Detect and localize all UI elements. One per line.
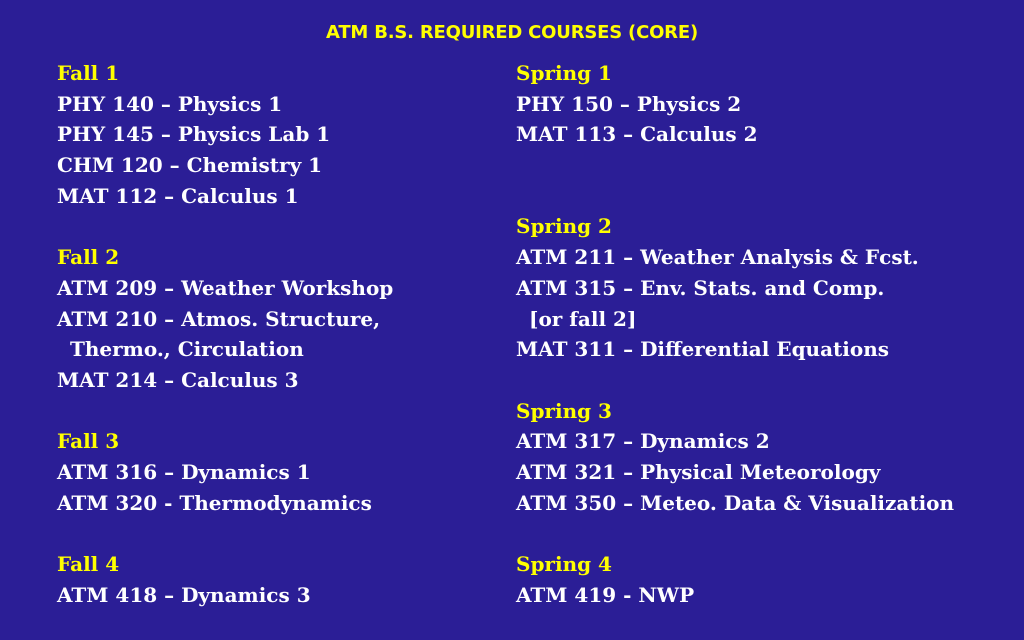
spacer bbox=[516, 365, 1006, 396]
course-item: ATM 210 – Atmos. Structure, bbox=[57, 306, 381, 331]
course-item: ATM 315 – Env. Stats. and Comp. bbox=[516, 275, 885, 300]
term-heading: Spring 2 bbox=[516, 214, 612, 239]
term-heading: Fall 3 bbox=[57, 429, 120, 454]
slide-title: ATM B.S. REQUIRED COURSES (CORE) bbox=[326, 22, 698, 43]
course-item: ATM 418 – Dynamics 3 bbox=[57, 582, 311, 607]
term-heading: Spring 4 bbox=[516, 552, 612, 576]
course-item: ATM 419 - NWP bbox=[516, 582, 695, 607]
spacer bbox=[516, 518, 1006, 549]
course-item: PHY 145 – Physics Lab 1 bbox=[57, 122, 331, 147]
spacer bbox=[516, 181, 1006, 212]
term-heading: Fall 1 bbox=[57, 61, 120, 85]
course-item: PHY 150 – Physics 2 bbox=[516, 91, 742, 116]
spacer bbox=[57, 211, 497, 242]
course-item: ATM 350 – Meteo. Data & Visualization bbox=[516, 490, 955, 515]
course-continuation: Thermo., Circulation bbox=[70, 337, 304, 362]
spacer bbox=[57, 518, 497, 549]
course-item: ATM 211 – Weather Analysis & Fcst. bbox=[516, 245, 919, 270]
course-continuation: [or fall 2] bbox=[529, 306, 637, 331]
course-item: ATM 317 – Dynamics 2 bbox=[516, 429, 770, 454]
course-item: ATM 209 – Weather Workshop bbox=[57, 275, 394, 300]
term-heading: Fall 4 bbox=[57, 552, 120, 576]
course-item: ATM 320 - Thermodynamics bbox=[57, 490, 372, 515]
spacer bbox=[516, 150, 1006, 181]
course-item: PHY 140 – Physics 1 bbox=[57, 91, 283, 116]
spacer bbox=[57, 396, 497, 427]
course-item: MAT 311 – Differential Equations bbox=[516, 337, 890, 362]
course-item: MAT 214 – Calculus 3 bbox=[57, 367, 299, 392]
course-item: ATM 321 – Physical Meteorology bbox=[516, 459, 881, 484]
course-item: ATM 316 – Dynamics 1 bbox=[57, 459, 311, 484]
spring-column bbox=[516, 58, 1006, 610]
term-heading: Spring 1 bbox=[516, 61, 612, 85]
course-item: MAT 112 – Calculus 1 bbox=[57, 183, 299, 208]
fall-column bbox=[57, 58, 497, 610]
course-item: CHM 120 – Chemistry 1 bbox=[57, 153, 323, 178]
term-heading: Spring 3 bbox=[516, 398, 612, 423]
term-heading: Fall 2 bbox=[57, 245, 120, 270]
course-item: MAT 113 – Calculus 2 bbox=[516, 122, 758, 147]
